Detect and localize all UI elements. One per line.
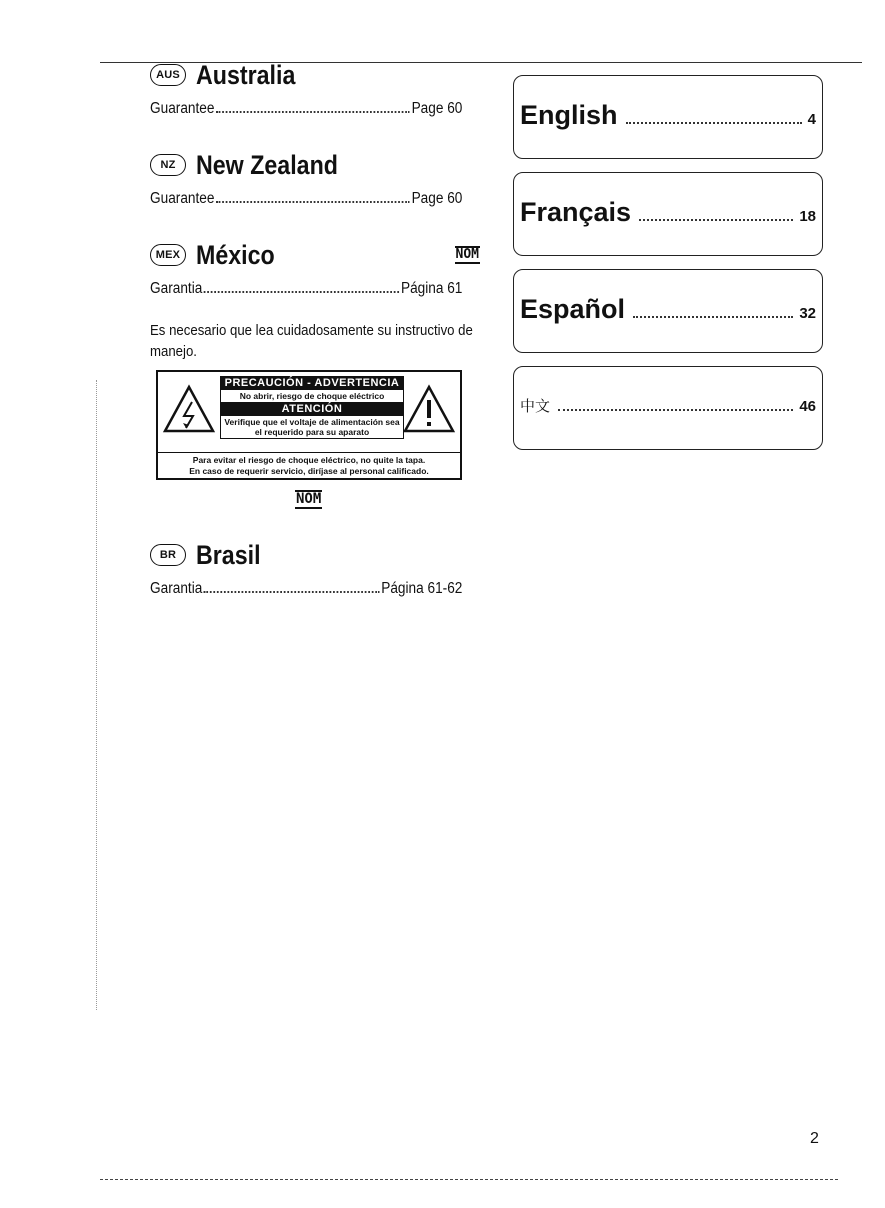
margin-dots bbox=[96, 380, 99, 1010]
language-page: 18 bbox=[799, 208, 816, 225]
toc-line-guarantee[interactable] bbox=[150, 190, 462, 212]
page-number: 2 bbox=[810, 1130, 819, 1147]
toc-line-garantia[interactable] bbox=[150, 280, 462, 302]
dot-leader bbox=[216, 201, 410, 203]
toc-page: Page 60 bbox=[411, 190, 463, 207]
country-code-badge: NZ bbox=[150, 154, 186, 176]
language-tab-chinese[interactable] bbox=[513, 366, 823, 450]
warning-text-block bbox=[220, 376, 404, 439]
language-entry bbox=[520, 197, 816, 228]
toc-line-garantia[interactable] bbox=[150, 580, 462, 602]
warning-footer-line: Para evitar el riesgo de choque eléctrico, no quite la tapa. bbox=[192, 455, 426, 465]
toc-page: Página 61-62 bbox=[381, 580, 463, 597]
country-guarantee-list bbox=[150, 56, 480, 362]
warning-footer bbox=[158, 452, 460, 477]
country-name: New Zealand bbox=[196, 149, 338, 180]
toc-line-guarantee[interactable] bbox=[150, 100, 462, 122]
country-name: México bbox=[196, 239, 275, 270]
country-heading bbox=[150, 146, 480, 184]
language-page: 4 bbox=[807, 111, 816, 128]
country-heading bbox=[150, 236, 480, 274]
section-mexico bbox=[150, 236, 480, 302]
electric-shock-warning-icon bbox=[162, 384, 216, 434]
country-code-badge: BR bbox=[150, 544, 186, 566]
toc-label: Garantia bbox=[150, 580, 203, 597]
language-name: Español bbox=[520, 294, 626, 324]
language-name: English bbox=[520, 100, 618, 130]
country-name: Brasil bbox=[196, 539, 261, 570]
dot-leader bbox=[558, 409, 793, 411]
language-entry bbox=[520, 294, 816, 325]
country-name: Australia bbox=[196, 59, 296, 90]
bottom-rule bbox=[100, 1179, 838, 1180]
language-tab-francais[interactable] bbox=[513, 172, 823, 256]
language-page: 46 bbox=[799, 398, 816, 415]
toc-page: Page 60 bbox=[411, 100, 463, 117]
nom-mark-icon: NOM bbox=[455, 247, 479, 262]
language-entry bbox=[520, 395, 816, 416]
warning-subtitle: ATENCIÓN bbox=[220, 402, 404, 416]
dot-leader bbox=[639, 219, 793, 221]
language-name: 中文 bbox=[520, 398, 551, 415]
section-brasil bbox=[150, 536, 480, 602]
toc-label: Garantia bbox=[150, 280, 203, 297]
warning-title: PRECAUCIÓN - ADVERTENCIA bbox=[220, 376, 404, 390]
country-heading bbox=[150, 56, 480, 94]
language-tab-espanol[interactable] bbox=[513, 269, 823, 353]
dot-leader bbox=[633, 316, 793, 318]
nom-mark-icon: NOM bbox=[296, 491, 322, 507]
dot-leader bbox=[626, 122, 802, 124]
toc-label: Guarantee bbox=[150, 100, 215, 117]
warning-line: Verifique que el voltaje de alimentación sea el requerido para su aparato bbox=[220, 416, 404, 439]
language-name: Français bbox=[520, 197, 632, 227]
country-code-badge: MEX bbox=[150, 244, 186, 266]
instruction-note: Es necesario que lea cuidadosamente su instructivo de manejo. bbox=[150, 322, 473, 360]
country-code-badge: AUS bbox=[150, 64, 186, 86]
toc-page: Página 61 bbox=[400, 280, 463, 297]
exclamation-warning-icon bbox=[402, 384, 456, 434]
warning-footer-line: En caso de requerir servicio, diríjase al personal calificado. bbox=[189, 466, 429, 476]
dot-leader bbox=[204, 291, 399, 293]
section-new-zealand bbox=[150, 146, 480, 212]
country-heading bbox=[150, 536, 480, 574]
section-australia bbox=[150, 56, 480, 122]
warning-line: No abrir, riesgo de choque eléctrico bbox=[220, 390, 404, 402]
safety-warning-label bbox=[156, 370, 462, 480]
language-entry bbox=[520, 100, 816, 131]
dot-leader bbox=[216, 111, 410, 113]
toc-label: Guarantee bbox=[150, 190, 215, 207]
language-page: 32 bbox=[799, 305, 816, 322]
language-tab-english[interactable] bbox=[513, 75, 823, 159]
dot-leader bbox=[204, 591, 379, 593]
